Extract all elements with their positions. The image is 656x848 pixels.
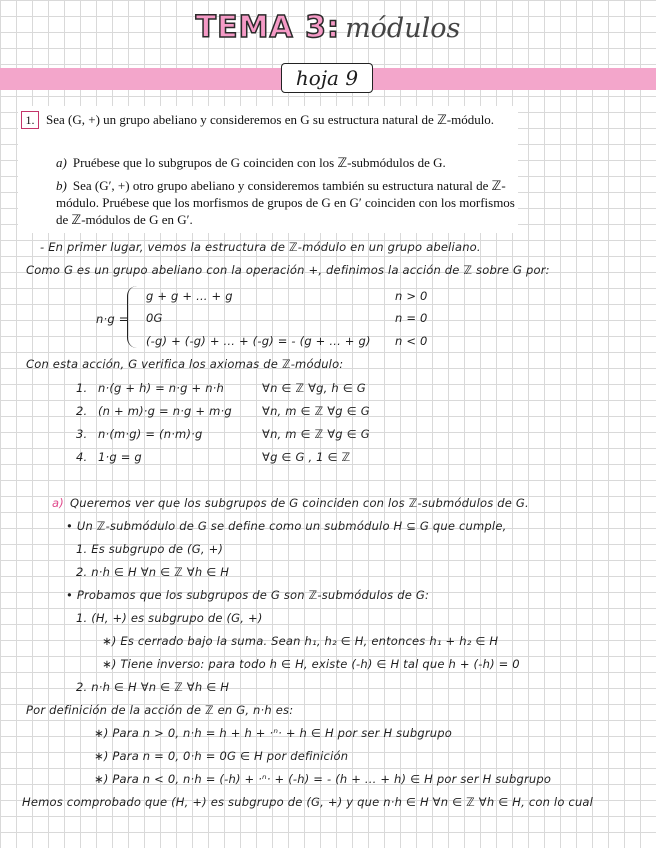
- submodule-definition: • Un ℤ-submódulo de G se define como un submódulo H ⊆ G que cumple,: [66, 519, 507, 533]
- case-positive: ∗) Para n > 0, n·h = h + h + ·ⁿ· + h ∈ H por ser H subgrupo: [94, 726, 452, 740]
- axiom-cond: ∀n, m ∈ ℤ ∀g ∈ G: [262, 427, 370, 441]
- case-negative: ∗) Para n < 0, n·h = (-h) + ·ⁿ· + (-h) = - (h + ... + h) ∈ H por ser H subgrupo: [94, 772, 552, 786]
- title-sub: módulos: [345, 13, 461, 44]
- axiom-expr: n·(m·g) = (n·m)·g: [98, 427, 203, 441]
- axiom-number: 1.: [76, 381, 88, 395]
- axioms-intro: Con esta acción, G verifica los axiomas de ℤ-módulo:: [26, 357, 344, 371]
- problem-item-b: [56, 177, 516, 228]
- has-inverse: ∗) Tiene inverso: para todo h ∈ H, existe (-h) ∈ H tal que h + (-h) = 0: [102, 657, 520, 671]
- cases-brace: [127, 286, 138, 348]
- subgroup-step-2: 2. n·h ∈ H ∀n ∈ ℤ ∀h ∈ H: [76, 680, 230, 694]
- action-case-expr: 0G: [146, 311, 163, 325]
- intro-line-1: - En primer lugar, vemos la estructura de ℤ-módulo en un grupo abeliano.: [40, 240, 481, 254]
- part-a-statement: Queremos ver que los subgrupos de G coinciden con los ℤ-submódulos de G.: [70, 496, 529, 510]
- closed-under-sum: ∗) Es cerrado bajo la suma. Sean h₁, h₂ ∈ H, entonces h₁ + h₂ ∈ H: [102, 634, 499, 648]
- action-case-cond: n = 0: [395, 311, 428, 325]
- submodule-condition-2: 2. n·h ∈ H ∀n ∈ ℤ ∀h ∈ H: [76, 565, 230, 579]
- problem-item-label: b): [56, 178, 67, 193]
- axiom-expr: 1·g = g: [98, 450, 142, 464]
- problem-item-text: Sea (G′, +) otro grupo abeliano y consideremos también su estructura natural de ℤ-módulo. Pruébese que los morfismos de grupos de G en G′ coinciden con los morfismos de ℤ-módulos de G en G′.: [56, 178, 515, 227]
- sheet-label: hoja 9: [281, 63, 373, 93]
- problem-number: 1.: [21, 111, 39, 129]
- axiom-cond: ∀n, m ∈ ℤ ∀g ∈ G: [262, 404, 370, 418]
- title-main: TEMA 3:: [195, 10, 340, 45]
- axiom-cond: ∀g ∈ G , 1 ∈ ℤ: [262, 450, 351, 464]
- axiom-number: 3.: [76, 427, 88, 441]
- problem-statement: Sea (G, +) un grupo abeliano y consideremos en G su estructura natural de ℤ-módulo.: [46, 112, 495, 127]
- problem-statement-box: [18, 106, 518, 233]
- subgroup-step-1: 1. (H, +) es subgrupo de (G, +): [76, 611, 263, 625]
- problem-item-label: a): [56, 155, 67, 170]
- action-case-expr: (-g) + (-g) + ... + (-g) = - (g + ... + g): [146, 334, 371, 348]
- action-case-cond: n < 0: [395, 334, 428, 348]
- conclusion: Hemos comprobado que (H, +) es subgrupo de (G, +) y que n·h ∈ H ∀n ∈ ℤ ∀h ∈ H, con lo cual: [22, 795, 594, 809]
- problem-item-a: [56, 154, 516, 171]
- page-title: [0, 10, 656, 45]
- intro-line-2: Como G es un grupo abeliano con la operación +, definimos la acción de ℤ sobre G por:: [26, 263, 550, 277]
- action-case-cond: n > 0: [395, 289, 428, 303]
- axiom-expr: (n + m)·g = n·g + m·g: [98, 404, 232, 418]
- axiom-cond: ∀n ∈ ℤ ∀g, h ∈ G: [262, 381, 366, 395]
- axiom-expr: n·(g + h) = n·g + n·h: [98, 381, 225, 395]
- axiom-number: 2.: [76, 404, 88, 418]
- action-lhs: n·g =: [96, 312, 129, 326]
- submodule-condition-1: 1. Es subgrupo de (G, +): [76, 542, 224, 556]
- case-zero: ∗) Para n = 0, 0·h = 0G ∈ H por definición: [94, 749, 349, 763]
- problem-item-text: Pruébese que lo subgrupos de G coinciden con los ℤ-submódulos de G.: [72, 155, 446, 170]
- probamos-heading: • Probamos que los subgrupos de G son ℤ-submódulos de G:: [66, 588, 430, 602]
- part-a-label: a): [52, 496, 64, 510]
- axiom-number: 4.: [76, 450, 88, 464]
- by-definition: Por definición de la acción de ℤ en G, n·h es:: [26, 703, 294, 717]
- action-case-expr: g + g + ... + g: [146, 289, 233, 303]
